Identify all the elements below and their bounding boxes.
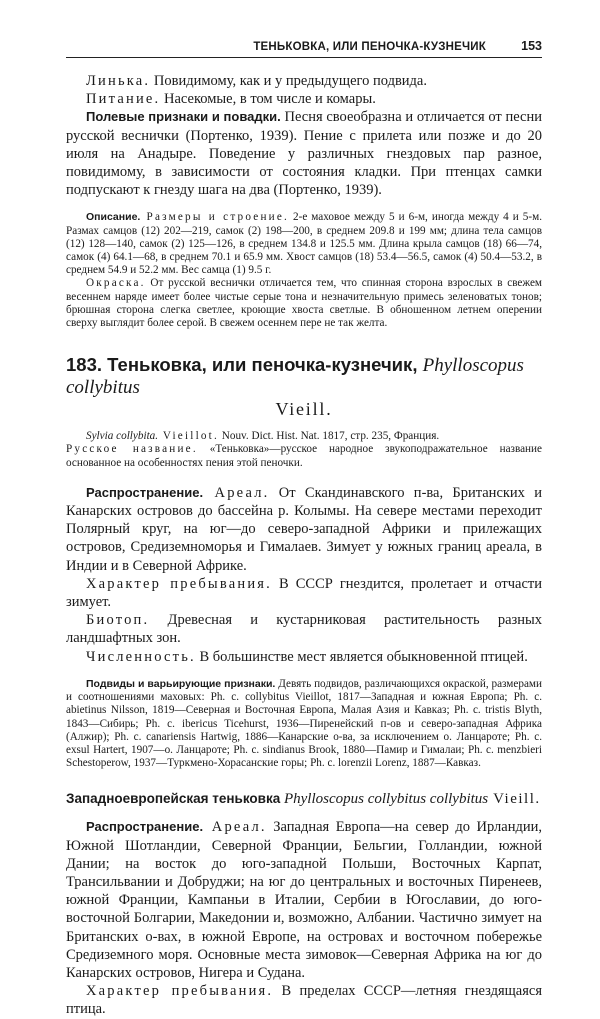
range-text: От Скандинавского п-ва, Британских и Канарских островов до бассейна р. Колымы. На севере местами переходит Полярный круг, на юг—до северо-западной Африки и прилежащих островов, Средиземноморья и Гималаев. Зимует у южных границ ареала, в Индии и в Северной Африке.: [66, 484, 542, 574]
subspecies-range-label: Ареал.: [203, 819, 267, 836]
species-heading: [66, 354, 542, 398]
coloration-paragraph: [66, 277, 542, 330]
field-marks-paragraph: [66, 108, 542, 199]
subspecies-latin-name: Phylloscopus collybitus collybitus: [283, 791, 489, 808]
subspecies-distribution-label: Распространение.: [86, 819, 204, 835]
molt-text: Повидимому, как и у предыдущего подвида.: [150, 73, 427, 89]
description-size-paragraph: [66, 211, 542, 277]
molt-paragraph: [66, 72, 542, 90]
abundance-text: В большинстве мест является обыкновенной птицей.: [195, 648, 528, 665]
page-number: 153: [521, 39, 542, 53]
subspecies-author: Vieill.: [488, 791, 541, 808]
text-column: [66, 72, 542, 1019]
russian-name-text: «Теньковка»—русское народное звукоподражательное название основанное на особенностях пения этой пеночки.: [66, 443, 542, 469]
biotope-text: Древесная и кустарниковая растительность разных ландшафтных зон.: [66, 612, 542, 647]
abundance-paragraph: [66, 648, 542, 666]
subspecies-heading: [66, 790, 542, 808]
subspecies-residency-label: Характер пребывания.: [86, 983, 274, 1000]
field-marks-label: Полевые признаки и повадки.: [86, 109, 281, 125]
description-label: Описание.: [86, 211, 141, 224]
subspecies-list-text: Девять подвидов, различающихся окраской, размерами и соотношениями маховых: Ph. c. collybitus Vieillot, 1817—Западная и южная Европа; Ph. c. abietinus Nilsson, 1819—Северная и Восточная Европа, Малая Азия и Кавказ; Ph. c. tristis Blyth, 1843—Сибирь; Ph. c. ibericus Ticehurst, 1936—Пиренейский п-ов и северо-западная Африка (Алжир); Ph. c. canariensis Hartwig, 1886—Канарские о-ва, за исключением о. Ланцароте; Ph. c. exsul Hartert, 1907—о. Ланцароте; Ph. c. sindianus Brook, 1880—Памир и Гималаи; Ph. c. menzbieri Schestoperow, 1937—Туркмено-Хорасанские горы; Ph. c. lorenzii Lorenz, 1887—Кавказ.: [66, 677, 542, 770]
species-latin-name: Phylloscopus collybitus: [66, 355, 524, 399]
running-header: [66, 39, 542, 58]
diet-text: Насекомые, в том числе и комары.: [160, 91, 376, 108]
synonym-reference: Nouv. Dict. Hist. Nat. 1817, стр. 235, Франция.: [218, 430, 440, 443]
synonym-line: [66, 430, 542, 443]
russian-name-line: [66, 443, 542, 469]
subspecies-list-label: Подвиды и варьирующие признаки.: [86, 677, 276, 690]
size-text: 2-е маховое между 5 и 6-м, иногда между 4 и 5-м. Размах самцов (12) 202—219, самок (2) 198—200, в среднем 209.8 и 199 мм; длина тела самцов (12) 128—140, самок (2) 125—126, в среднем 134.8 и 125.5 мм. Длина крыла самцов (18) 66—74, самок (4) 64.1—68, в среднем 70.1 и 65.9 мм. Хвост самцов (18) 53.4—56.5, самок (4) 50.4—53.2, в среднем 54.9 и 52.2 мм. Вес самца (1) 9.5 г.: [66, 211, 542, 277]
russian-name-label: Русское название.: [66, 443, 198, 456]
diet-label: Питание.: [86, 91, 161, 108]
molt-label: Линька.: [86, 73, 151, 89]
residency-paragraph: [66, 575, 542, 611]
synonym-latin: Sylvia collybita.: [86, 430, 159, 443]
size-label: Размеры и строение.: [140, 211, 289, 224]
diet-paragraph: [66, 90, 542, 108]
subspecies-residency-paragraph: [66, 982, 542, 1018]
subspecies-list-paragraph: [66, 678, 542, 770]
biotope-paragraph: [66, 611, 542, 647]
running-title: ТЕНЬКОВКА, ИЛИ ПЕНОЧКА-КУЗНЕЧИК: [253, 41, 486, 53]
species-author: Vieill.: [275, 399, 333, 420]
subspecies-distribution-paragraph: [66, 818, 542, 982]
coloration-label: Окраска.: [86, 277, 146, 290]
subspecies-heading-text: Западноевропейская теньковка: [66, 791, 284, 807]
field-marks-text: Песня своеобразна и отличается от песни русской веснички (Портенко, 1939). Пение с прилета или позже и до 20 июля на Анадыре. Поведение у различных гнездовых пар разное, повидимому, в зависимости от состояния кладки. При птенцах самки подпускают к гнезду шага на два (Портенко, 1939).: [66, 109, 542, 199]
residency-text: В СССР гнездится, пролетает и отчасти зимует.: [66, 575, 542, 611]
species-heading-text: 183. Теньковка, или пеночка-кузнечик,: [66, 354, 423, 376]
distribution-label: Распространение.: [86, 484, 204, 500]
subspecies-residency-text: В пределах СССР—летняя гнездящаяся птица.: [66, 983, 542, 1018]
distribution-paragraph: [66, 484, 542, 575]
abundance-label: Численность.: [86, 648, 196, 665]
biotope-label: Биотоп.: [86, 612, 150, 629]
coloration-text: От русской веснички отличается тем, что спинная сторона взрослых в свежем весеннем наряде имеет более чистые серые тона и незначительную примесь зеленоватых тонов; брюшная сторона слегка светлее, кроющие хвоста светлые. В обношенном летнем оперении сверху выглядит более серой. В свежем осеннем пере не так желта.: [66, 277, 542, 330]
synonym-author: Vieillot.: [158, 430, 219, 443]
subspecies-range-text: Западная Европа—на север до Ирландии, Южной Шотландии, Северной Франции, Бельгии, Голландии, южной Дании; на восток до юго-западной Польши, Восточных Карпат, Трансильвании и Добруджи; на юг до центральных и восточных Пиренеев, южной Франции, Кампаньи в Италии, Сербии в Югославии, до юго-восточной Болгарии, Македонии и, возможно, Албании. Частично зимует на Британских о-вах, в южной Европе, на островах и восточном побережье Средиземного моря. Основные места зимовок—Северная Африка на юг до Канарских островов, Нигера и Судана.: [66, 819, 542, 981]
range-label: Ареал.: [203, 484, 270, 501]
residency-label: Характер пребывания.: [86, 575, 272, 592]
